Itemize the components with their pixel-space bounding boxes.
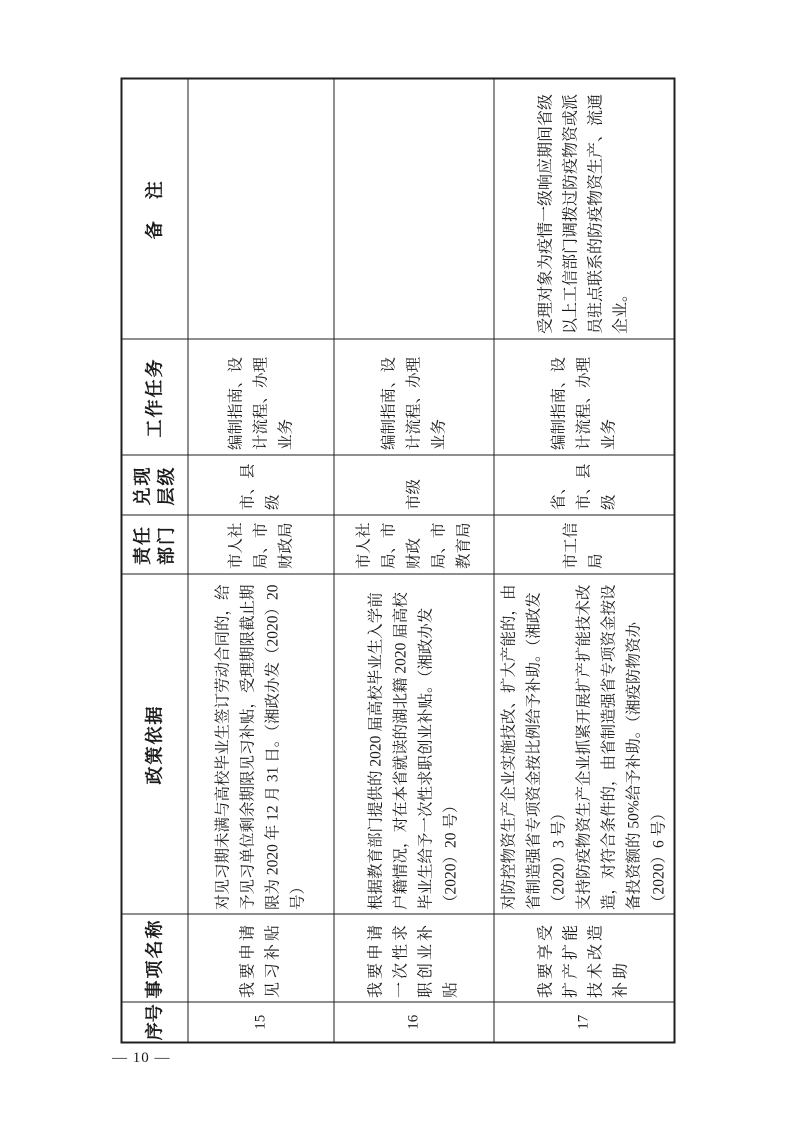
serial-number: 16	[334, 1003, 494, 1043]
header-responsible-department: 责任部门	[122, 516, 188, 575]
responsible-department: 市人社局、市财政局、市教育局	[334, 516, 494, 575]
table-row-15	[188, 79, 334, 1043]
header-row	[122, 79, 188, 1043]
header-policy-basis: 政策依据	[122, 575, 188, 915]
policy-basis	[188, 575, 334, 915]
policy-paragraph: 对见习期未满与高校毕业生签订劳动合同的，给予见习单位剩余期限见习补贴，受理期限截止期限为 2020 年 12 月 31 日。（湘政办发（2020）20 号）	[214, 584, 307, 910]
policy-paragraph: 根据教育部门提供的 2020 届高校毕业生入学前户籍情况，对在本省就读的湖北籍 2020 届高校毕业生给予一次性求职创业补贴。（湘政办发（2020）20 号）	[367, 592, 460, 910]
serial-number: 15	[188, 1003, 334, 1043]
rotated-table-container	[121, 80, 668, 1044]
fulfillment-level: 省、市、县级	[494, 456, 675, 516]
header-serial-number: 序号	[122, 1003, 188, 1043]
table-row-16	[334, 79, 494, 1043]
responsible-department: 市人社局、市财政局	[188, 516, 334, 575]
item-name: 我要申请一次性求职创业补贴	[334, 915, 494, 1003]
item-name: 我要申请见习补贴	[188, 915, 334, 1003]
policy-basis	[334, 575, 494, 915]
policy-paragraph: 对防控物资生产企业实施技改、扩大产能的，由省制造强省专项资金按比例给予补助。（湘政发（2020）3 号）	[500, 584, 567, 910]
serial-number: 17	[494, 1003, 675, 1043]
work-task: 编制指南、设计流程、办理业务	[188, 340, 334, 456]
policy-basis	[494, 575, 675, 915]
policy-items-table	[121, 78, 676, 1044]
responsible-department: 市工信局	[494, 516, 675, 575]
header-fulfillment-level: 兑现层级	[122, 456, 188, 516]
work-task: 编制指南、设计流程、办理业务	[334, 340, 494, 456]
remarks	[334, 79, 494, 340]
remarks	[188, 79, 334, 340]
policy-paragraph: 支持防疫物资生产企业抓紧开展扩产扩能技术改造，对符合条件的，由省制造强省专项资金按设备投资额的 50%给予补助。（湘疫防物资办（2020）6 号）	[575, 584, 667, 910]
header-item-name: 事项名称	[122, 915, 188, 1003]
remarks: 受理对象为疫情一级响应期间省级以上工信部门调拨过防疫物资或派员驻点联系的防疫物资生产、流通企业。	[494, 79, 675, 340]
fulfillment-level: 市、县级	[188, 456, 334, 516]
page-number: — 10 —	[112, 1050, 171, 1066]
fulfillment-level: 市级	[334, 456, 494, 516]
header-work-task: 工作任务	[122, 340, 188, 456]
item-name: 我要享受扩产扩能技术改造补助	[494, 915, 675, 1003]
work-task: 编制指南、设计流程、办理业务	[494, 340, 675, 456]
header-remarks: 备 注	[122, 79, 188, 340]
table-row-17	[494, 79, 675, 1043]
